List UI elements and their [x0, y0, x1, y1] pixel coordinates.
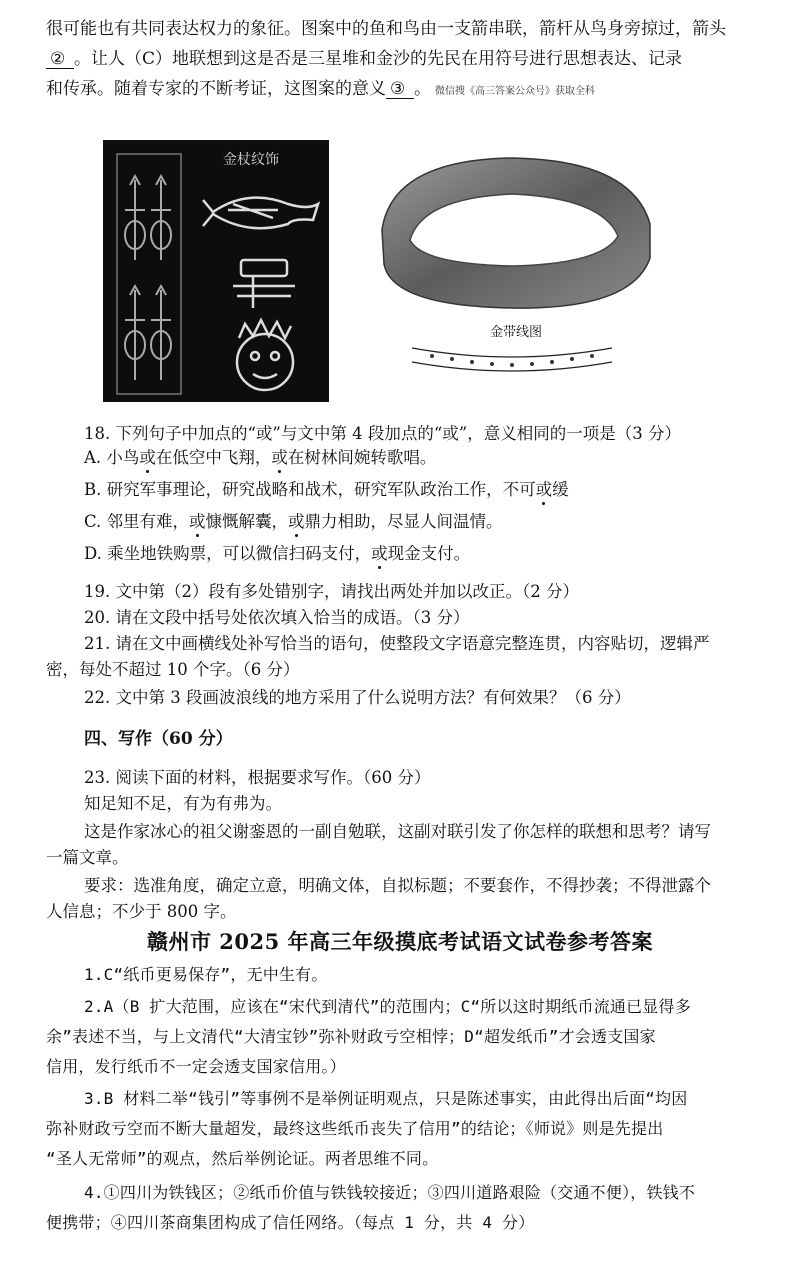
- q18-option-d: D. 乘坐地铁购票，可以微信扫码支付，或现金支付。: [84, 544, 471, 563]
- writing-prompt-line-2: 一篇文章。: [46, 848, 129, 867]
- emphasis-dot-or: 或: [535, 480, 553, 499]
- golden-staff-pattern-image: [103, 140, 329, 402]
- intro-line-1: 很可能也有共同表达权力的象征。图案中的鱼和鸟由一支箭串联，箭杆从鸟身旁掠过，箭头: [46, 19, 726, 39]
- intro-line-2: [46, 44, 682, 69]
- writing-requirements-line-1: 要求：选准角度，确定立意，明确文体，自拟标题；不要套作，不得抄袭；不得泄露个: [84, 876, 711, 895]
- writing-requirements-line-2: 人信息；不少于 800 字。: [46, 902, 237, 921]
- question-18: 18. 下列句子中加点的“或”与文中第 4 段加点的“或”，意义相同的一项是（3 分）: [84, 424, 681, 443]
- question-20: 20. 请在文段中括号处依次填入恰当的成语。（3 分）: [84, 608, 470, 627]
- emphasis-dot-or: 或: [288, 512, 305, 531]
- emphasis-dot-or: 或: [189, 512, 206, 531]
- question-22: 22. 文中第 3 段画波浪线的地方采用了什么说明方法？有何效果？（6 分）: [84, 688, 631, 707]
- intro-line-2-text: 。让人（C）地联想到这是否是三星堆和金沙的先民在用符号进行思想表达、记录: [74, 49, 683, 69]
- question-21-line-1: 21. 请在文中画横线处补写恰当的语句，使整段文字语意完整连贯，内容贴切，逻辑严: [84, 634, 710, 653]
- answer-2-line-3: 信用，发行纸币不一定会透支国家信用。）: [46, 1057, 346, 1076]
- answer-4-line-2: 便携带；④四川茶商集团构成了信任网络。（每点 1 分，共 4 分）: [46, 1213, 535, 1232]
- answer-key-title: 赣州市 2025 年高三年级摸底考试语文试卷参考答案: [146, 929, 654, 954]
- answer-4-line-1: 4.①四川为铁钱区；②纸币价值与铁钱较接近；③四川道路艰险（交通不便），铁钱不: [84, 1183, 696, 1202]
- writing-prompt-line-1: 这是作家冰心的祖父谢銮恩的一副自勉联，这副对联引发了你怎样的联想和思考？请写: [84, 822, 711, 841]
- emphasis-dot-or: 或: [139, 448, 156, 467]
- question-19: 19. 文中第（2）段有多处错别字，请找出两处并加以改正。（2 分）: [84, 582, 579, 601]
- answer-2-line-1: 2.A（B 扩大范围，应该在“宋代到清代”的范围内；C“所以这时期纸币流通已显得多: [84, 997, 691, 1016]
- answer-1: 1.C“纸币更易保存”，无中生有。: [84, 965, 328, 984]
- golden-band-image: [362, 140, 662, 380]
- answer-3-line-2: 弥补财政亏空而不断大量超发，最终这些纸币丧失了信用”的结论；《师说》则是先提出: [46, 1119, 664, 1138]
- q18-option-a: A. 小鸟或在低空中飞翔，或在树林间婉转歌唱。: [84, 448, 437, 467]
- intro-line-3: [46, 74, 595, 99]
- writing-material: 知足知不足，有为有弗为。: [84, 794, 282, 813]
- answer-blank-2: ②: [46, 50, 74, 69]
- intro-line-3-end: 。: [414, 79, 431, 99]
- question-21-line-2: 密，每处不超过 10 个字。（6 分）: [46, 660, 300, 679]
- answer-blank-3: ③: [386, 80, 414, 99]
- answer-3-line-1: 3.B 材料二举“钱引”等事例不是举例证明观点，只是陈述事实，由此得出后面“均因: [84, 1089, 688, 1108]
- writing-section-heading: 四、写作（60 分）: [84, 729, 233, 749]
- q18-option-c: C. 邻里有难，或慷慨解囊，或鼎力相助，尽显人间温情。: [84, 512, 503, 531]
- golden-staff-label: 金杖纹饰: [223, 152, 279, 168]
- golden-band-label: 金带线图: [490, 325, 543, 340]
- answer-2-line-2: 余”表述不当，与上文清代“大清宝钞”弥补财政亏空相悖；D“超发纸币”才会透支国家: [46, 1027, 656, 1046]
- emphasis-dot-or: 或: [371, 544, 388, 563]
- answer-3-line-3: “圣人无常师”的观点，然后举例论证。两者思维不同。: [46, 1149, 439, 1168]
- golden-band-drawing: [362, 140, 662, 380]
- intro-line-3-text: 和传承。随着专家的不断考证，这图案的意义: [46, 79, 386, 99]
- golden-staff-pattern-drawing: [103, 140, 329, 402]
- watermark-text: 微信搜《高三答案公众号》获取全科: [435, 86, 595, 97]
- emphasis-dot-or: 或: [271, 448, 288, 467]
- question-23: 23. 阅读下面的材料，根据要求写作。（60 分）: [84, 768, 431, 787]
- q18-option-b: B. 研究军事理论，研究战略和战术，研究军队政治工作，不可或缓: [84, 480, 569, 499]
